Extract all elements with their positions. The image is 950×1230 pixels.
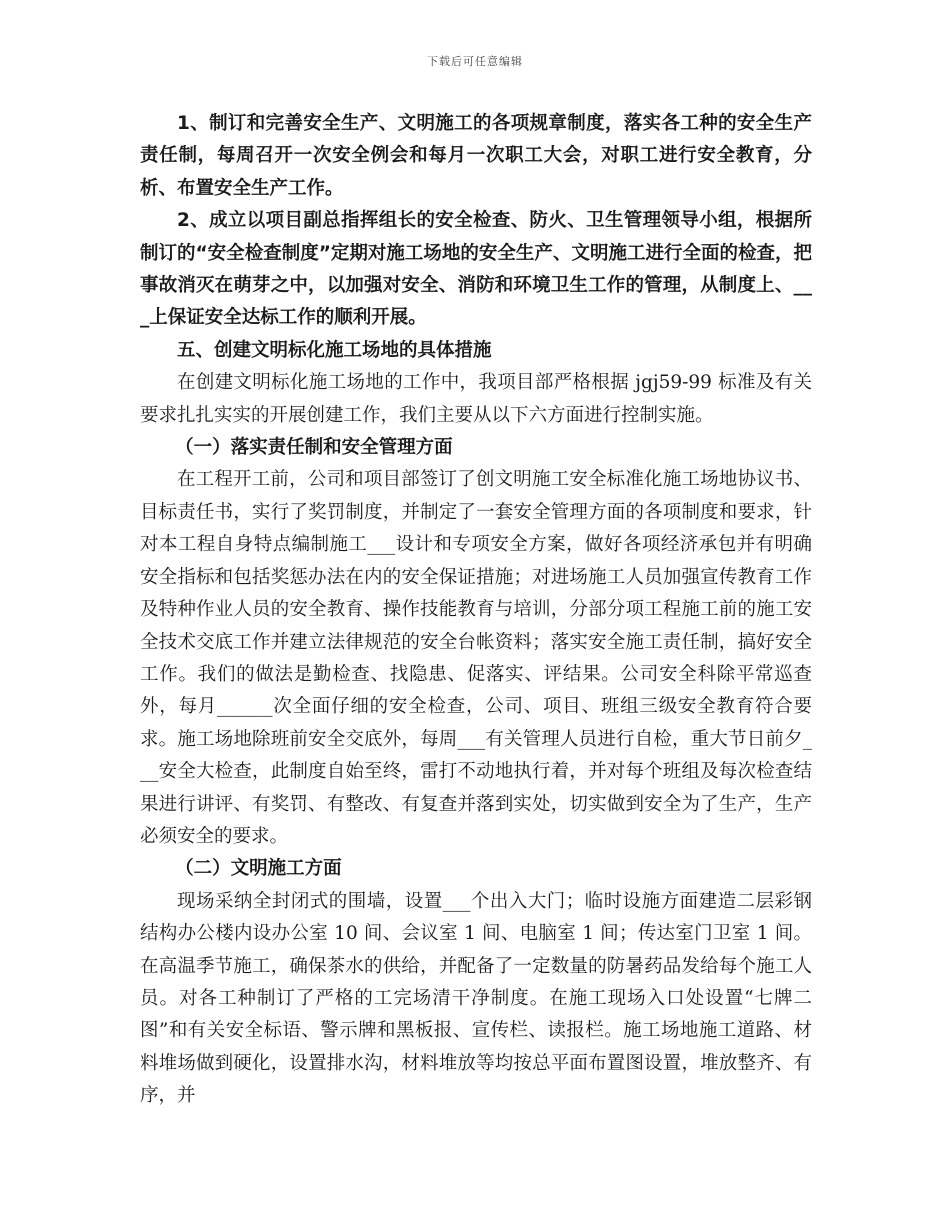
page-header-note: 下载后可任意编辑: [427, 55, 523, 68]
subsection-heading-2: （二）文明施工方面: [175, 858, 342, 880]
document-body: [140, 108, 812, 1113]
paragraph-5: 现场采纳全封闭式的围墙，设置___个出入大门；临时设施方面建造二层彩钢结构办公楼内设办公室 10 间、会议室 1 间、电脑室 1 间；传达室门卫室 1 间。在高温季节施工，确保茶水的供给，并配备了一定数量的防暑药品发给每个施工人员。对各工种制订了严格的工完场清干净制度。在施工现场入口处设置“七牌二图”和有关安全标语、警示牌和黑板报、宣传栏、读报栏。施工场地施工道路、材料堆场做到硬化，设置排水沟，材料堆放等均按总平面布置图设置，堆放整齐、有序，并: [140, 890, 812, 1107]
paragraph-1: 1、制订和完善安全生产、文明施工的各项规章制度，落实各工种的安全生产责任制，每周召开一次安全例会和每月一次职工大会，对职工进行安全教育，分析、布置安全生产工作。: [140, 113, 812, 199]
section-heading-5: 五、创建文明标化施工场地的具体措施: [177, 339, 492, 361]
paragraph-2: 2、成立以项目副总指挥组长的安全检查、防火、卫生管理领导小组，根据所制订的“安全检查制度”定期对施工场地的安全生产、文明施工进行全面的检查，把事故消灭在萌芽之中，以加强对安全、消防和环境卫生工作的管理，从制度上、___上保证安全达标工作的顺利开展。: [140, 210, 812, 329]
paragraph-4: 在工程开工前，公司和项目部签订了创文明施工安全标准化施工场地协议书、目标责任书，实行了奖罚制度，并制定了一套安全管理方面的各项制度和要求，针对本工程自身特点编制施工___设计和专项安全方案，做好各项经济承包并有明确安全指标和包括奖惩办法在内的安全保证措施；对进场施工人员加强宣传教育工作及特种作业人员的安全教育、操作技能教育与培训，分部分项工程施工前的施工安全技术交底工作并建立法律规范的安全台帐资料；落实安全施工责任制，搞好安全工作。我们的做法是勤检查、找隐患、促落实、评结果。公司安全科除平常巡查外，每月______次全面仔细的安全检查，公司、项目、班组三级安全教育符合要求。施工场地除班前安全交底外，每周___有关管理人员进行自检，重大节日前夕___安全大检查，此制度自始至终，雷打不动地执行着，并对每个班组及每次检查结果进行讲评、有奖罚、有整改、有复查并落到实处，切实做到安全为了生产，生产必须安全的要求。: [140, 469, 812, 847]
paragraph-3: 在创建文明标化施工场地的工作中，我项目部严格根据 jgj59-99 标准及有关要求扎扎实实的开展创建工作，我们主要从以下六方面进行控制实施。: [140, 372, 812, 426]
subsection-heading-1: （一）落实责任制和安全管理方面: [175, 437, 453, 459]
